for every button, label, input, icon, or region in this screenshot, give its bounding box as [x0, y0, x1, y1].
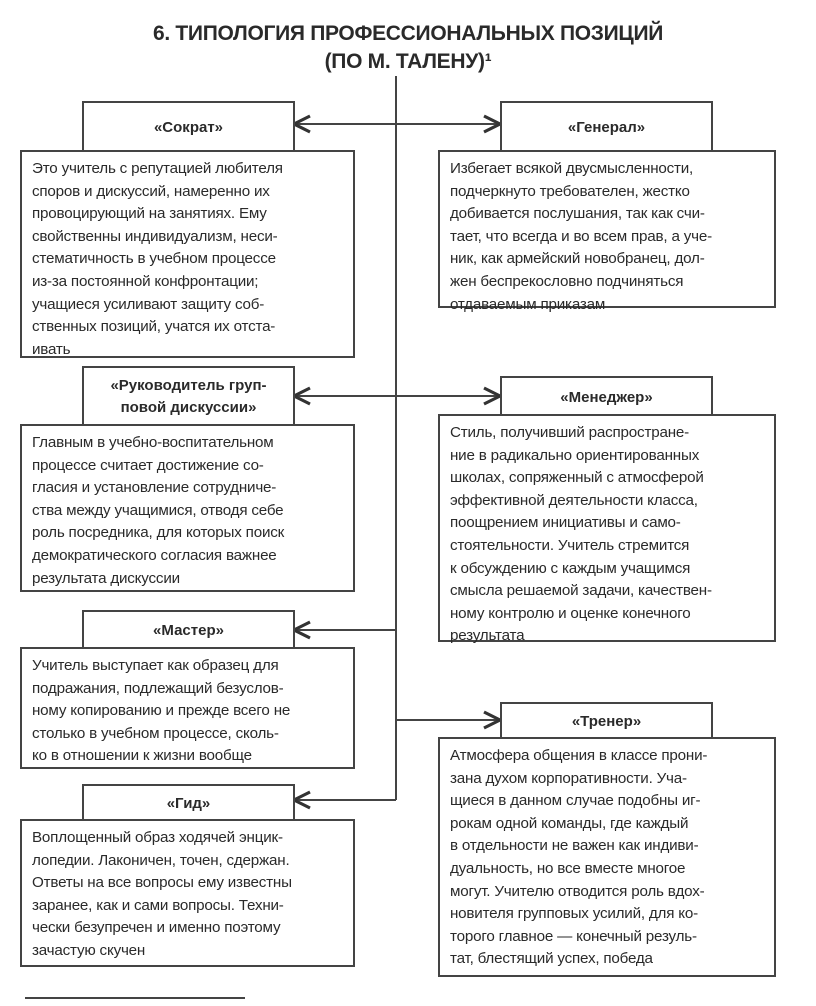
position-header-trener: [500, 702, 713, 740]
text-line: тат, блестящий успех, победа: [450, 950, 653, 968]
text-line: к обсуждению с каждым учащимся: [450, 559, 691, 577]
text-line: дуальность, но все вместе многое: [450, 859, 686, 877]
text-line: споров и дискуссий, намеренно их: [32, 182, 270, 200]
text-line: Воплощенный образ ходячей энцик-: [32, 829, 283, 846]
text-line: Ответы на все вопросы ему известны: [32, 874, 292, 892]
text-line: ному контролю и оценке конечного: [450, 604, 691, 622]
text-line: новителя групповых усилий, для ко-: [450, 905, 698, 923]
position-description-menedzher: [438, 414, 776, 645]
text-line: чески безупречен и именно поэтому: [32, 919, 281, 937]
text-line: стоятельности. Учитель стремится: [450, 536, 690, 554]
position-name: «Мастер»: [153, 622, 224, 639]
diagram-title-line1: 6. ТИПОЛОГИЯ ПРОФЕССИОНАЛЬНЫХ ПОЗИЦИЙ: [152, 22, 664, 45]
position-name: «Сократ»: [153, 118, 224, 136]
text-line: подчеркнуто требователен, жестко: [450, 182, 690, 200]
position-name: «Гид»: [166, 795, 211, 812]
text-line: смысла решаемой задачи, качествен-: [450, 582, 712, 600]
text-line: Стиль, получивший распростране-: [450, 424, 689, 441]
text-line: ства между учащимися, отводя себе: [32, 501, 284, 519]
text-line: ивать: [32, 340, 71, 358]
text-line: ник, как армейский новобранец, дол-: [450, 250, 705, 268]
text-line: результата дискуссии: [32, 569, 180, 587]
position-name-line: повой дискуссии»: [120, 399, 257, 416]
text-line: ному копированию и прежде всего не: [32, 702, 291, 720]
text-line: процессе считает достижение со-: [32, 456, 264, 474]
text-line: результата: [450, 627, 525, 645]
text-line: роль посредника, для которых поиск: [32, 524, 285, 542]
text-line: Главным в учебно-воспитательном: [32, 434, 274, 451]
text-line: рокам одной команды, где каждый: [450, 814, 689, 832]
text-line: ственных позиций, учатся их отста-: [32, 318, 276, 336]
text-line: тает, что всегда и во всем прав, а уче-: [450, 227, 712, 245]
text-line: лопедии. Лаконичен, точен, сдержан.: [32, 851, 290, 869]
text-line: ние в радикально ориентированных: [450, 446, 700, 464]
text-line: Это учитель с репутацией любителя: [32, 160, 283, 177]
text-line: свойственны индивидуализм, неси-: [32, 227, 278, 245]
text-line: в отдельности не важен как индиви-: [450, 837, 699, 855]
text-line: зана духом корпоративности. Уча-: [450, 769, 687, 787]
text-line: Атмосфера общения в классе прони-: [450, 747, 708, 764]
text-line: заранее, как и сами вопросы. Техни-: [32, 896, 284, 914]
text-line: гласия и установление сотрудниче-: [32, 479, 277, 497]
text-line: столько в учебном процессе, сколь-: [32, 724, 279, 742]
text-line: Избегает всякой двусмысленности,: [450, 160, 694, 177]
text-line: торого главное — конечный резуль-: [450, 927, 697, 945]
position-description-trener: [438, 737, 776, 977]
position-name: «Менеджер»: [560, 389, 653, 406]
position-description-general: [438, 150, 776, 313]
text-line: демократического согласия важнее: [32, 546, 277, 564]
position-description-rukovoditel: [20, 424, 355, 592]
text-line: жен беспрекословно подчиняться: [450, 272, 684, 290]
text-line: стематичность в учебном процессе: [32, 250, 276, 268]
text-line: поощрением инициативы и само-: [450, 514, 681, 532]
position-header-menedzher: [500, 376, 713, 418]
text-line: могут. Учителю отводится роль вдох-: [450, 882, 705, 900]
position-description-gid: [20, 819, 355, 967]
text-line: ко в отношении к жизни вообще: [32, 747, 252, 765]
position-header-gid: [82, 784, 295, 822]
text-line: провоцирующий на занятиях. Ему: [32, 205, 267, 223]
text-line: Учитель выступает как образец для: [32, 657, 279, 674]
text-line: подражания, подлежащий безуслов-: [32, 679, 284, 697]
position-header-master: [82, 610, 295, 650]
position-description-master: [20, 647, 355, 769]
text-line: добивается послушания, так как счи-: [450, 205, 705, 223]
text-line: из-за постоянной конфронтации;: [32, 272, 259, 290]
position-header-rukovoditel: [82, 366, 295, 426]
text-line: щиеся в данном случае подобны иг-: [450, 792, 701, 810]
text-line: отдаваемым приказам: [450, 295, 606, 313]
position-name: «Генерал»: [567, 118, 646, 136]
position-name: «Тренер»: [571, 713, 642, 730]
text-line: школах, сопряженный с атмосферой: [450, 469, 704, 487]
text-line: эффективной деятельности класса,: [450, 491, 698, 509]
diagram-title-line2: (ПО М. ТАЛЕНУ)¹: [324, 50, 492, 73]
position-name-line: «Руководитель груп-: [110, 377, 267, 394]
position-description-sokrat: [20, 150, 355, 358]
text-line: зачастую скучен: [32, 941, 146, 959]
position-header-sokrat: [82, 101, 295, 152]
text-line: учащиеся усиливают защиту соб-: [32, 295, 265, 313]
position-header-general: [500, 101, 713, 152]
